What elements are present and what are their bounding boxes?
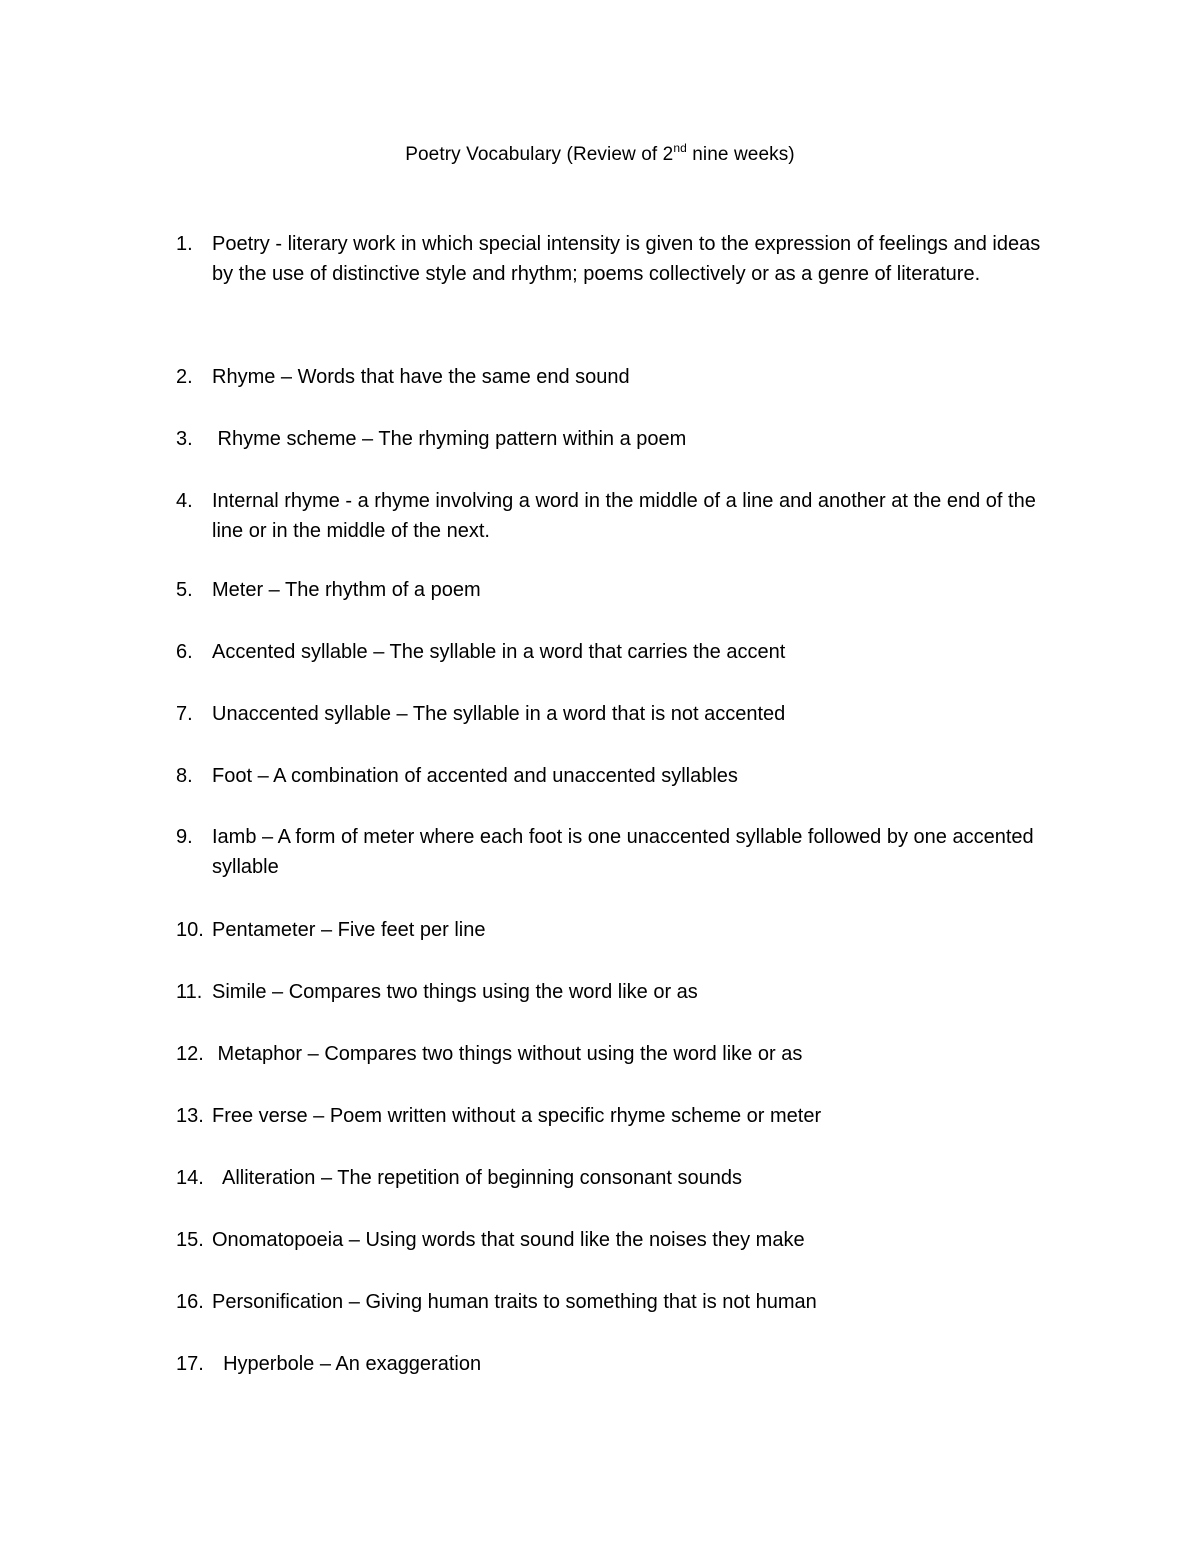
item-text (212, 229, 1066, 289)
page-title (0, 142, 1200, 168)
item-text (212, 977, 1066, 1007)
item-term: Rhyme (212, 366, 276, 388)
item-number: 16. (176, 1291, 204, 1313)
item-number: 12. (176, 1043, 204, 1065)
item-term: Poetry (212, 233, 270, 255)
item-text (212, 575, 1066, 605)
item-definition: The rhyming pattern within a poem (378, 428, 687, 450)
item-number: 11. (176, 981, 203, 1003)
vocab-item (176, 362, 1066, 392)
item-text (212, 1225, 1066, 1255)
item-separator: – (275, 366, 298, 388)
item-number: 15. (176, 1229, 204, 1251)
item-definition: Compares two things using the word like or as (288, 981, 698, 1003)
item-definition: Compares two things without using the word like or as (324, 1043, 803, 1065)
vocab-item (176, 486, 1066, 546)
vocab-item (176, 1101, 1066, 1131)
item-separator: – (266, 981, 289, 1003)
item-text (212, 362, 1066, 392)
vocab-item (176, 761, 1066, 791)
item-separator: – (252, 765, 274, 787)
item-separator: – (315, 1167, 338, 1189)
item-text (212, 1163, 1066, 1193)
item-text (212, 1287, 1066, 1317)
item-term: Internal rhyme (212, 490, 340, 512)
item-definition: Poem written without a specific rhyme scheme or meter (329, 1105, 822, 1127)
vocab-item (176, 699, 1066, 729)
item-number: 1. (176, 233, 193, 255)
item-definition: The syllable in a word that carries the accent (389, 641, 786, 663)
item-term: Pentameter (212, 919, 316, 941)
item-number: 7. (176, 703, 193, 725)
item-separator: – (343, 1229, 366, 1251)
item-text (212, 1101, 1066, 1131)
item-term: Free verse (212, 1105, 308, 1127)
item-separator: – (302, 1043, 325, 1065)
item-definition: a rhyme involving a word in the middle of a line and another at the end of the line or in the middle of the next. (212, 490, 1036, 542)
item-separator: – (315, 919, 338, 941)
item-term: Foot (212, 765, 253, 787)
item-separator: – (307, 1105, 330, 1127)
item-definition: The syllable in a word that is not accented (412, 703, 786, 725)
vocab-item (176, 915, 1066, 945)
vocab-item (176, 1039, 1066, 1069)
item-separator: - (269, 233, 288, 255)
item-number: 8. (176, 765, 193, 787)
vocab-item (176, 575, 1066, 605)
vocab-item (176, 1349, 1066, 1379)
item-text (212, 1349, 1066, 1379)
item-term: Personification (212, 1291, 344, 1313)
item-term: Alliteration (212, 1167, 316, 1189)
vocab-item (176, 822, 1066, 882)
item-number: 13. (176, 1105, 204, 1127)
item-number: 10. (176, 919, 204, 941)
vocab-item (176, 229, 1066, 289)
item-separator: – (367, 641, 390, 663)
item-text (212, 424, 1066, 454)
item-definition: literary work in which special intensity is given to the expression of feelings and ideas by the use of distinctive style and rhythm; poems collectively or as a genre of literature. (212, 233, 1041, 285)
item-separator: – (391, 703, 413, 725)
item-text (212, 822, 1066, 882)
item-separator: – (343, 1291, 366, 1313)
item-text (212, 699, 1066, 729)
vocab-item (176, 424, 1066, 454)
item-term: Accented syllable (212, 641, 368, 663)
item-term: Unaccented syllable (212, 703, 391, 725)
item-term: Onomatopoeia (212, 1229, 344, 1251)
item-separator: – (256, 826, 278, 848)
item-term: Hyperbole (212, 1353, 315, 1375)
item-number: 5. (176, 579, 193, 601)
vocab-item (176, 1287, 1066, 1317)
item-term: Iamb (212, 826, 257, 848)
title-superscript: nd (673, 140, 687, 155)
item-definition: Five feet per line (337, 919, 486, 941)
item-number: 4. (176, 490, 193, 512)
item-separator: – (356, 428, 379, 450)
item-text (212, 761, 1066, 791)
item-number: 9. (176, 826, 193, 848)
item-number: 2. (176, 366, 193, 388)
item-definition: Using words that sound like the noises they make (365, 1229, 805, 1251)
item-definition: The rhythm of a poem (285, 579, 481, 601)
item-number: 6. (176, 641, 193, 663)
title-suffix: nine weeks) (686, 144, 795, 165)
item-separator: – (314, 1353, 336, 1375)
item-separator: – (263, 579, 285, 601)
item-term: Rhyme scheme (212, 428, 357, 450)
item-definition: Giving human traits to something that is not human (365, 1291, 817, 1313)
item-text (212, 486, 1066, 546)
vocab-item (176, 977, 1066, 1007)
item-number: 3. (176, 428, 193, 450)
item-text (212, 915, 1066, 945)
item-definition: A combination of accented and unaccented syllables (273, 765, 738, 787)
item-separator: - (339, 490, 358, 512)
vocab-item (176, 637, 1066, 667)
item-text (212, 1039, 1066, 1069)
item-term: Meter (212, 579, 264, 601)
item-term: Simile (212, 981, 267, 1003)
vocab-item (176, 1225, 1066, 1255)
item-definition: A form of meter where each foot is one unaccented syllable followed by one accented syllable (212, 826, 1034, 878)
item-definition: The repetition of beginning consonant sounds (337, 1167, 743, 1189)
item-number: 14. (176, 1167, 204, 1189)
title-prefix: Poetry Vocabulary (Review of 2 (405, 144, 674, 165)
item-definition: Words that have the same end sound (297, 366, 630, 388)
vocab-item (176, 1163, 1066, 1193)
item-number: 17. (176, 1353, 204, 1375)
item-definition: An exaggeration (335, 1353, 482, 1375)
item-text (212, 637, 1066, 667)
item-term: Metaphor (212, 1043, 303, 1065)
